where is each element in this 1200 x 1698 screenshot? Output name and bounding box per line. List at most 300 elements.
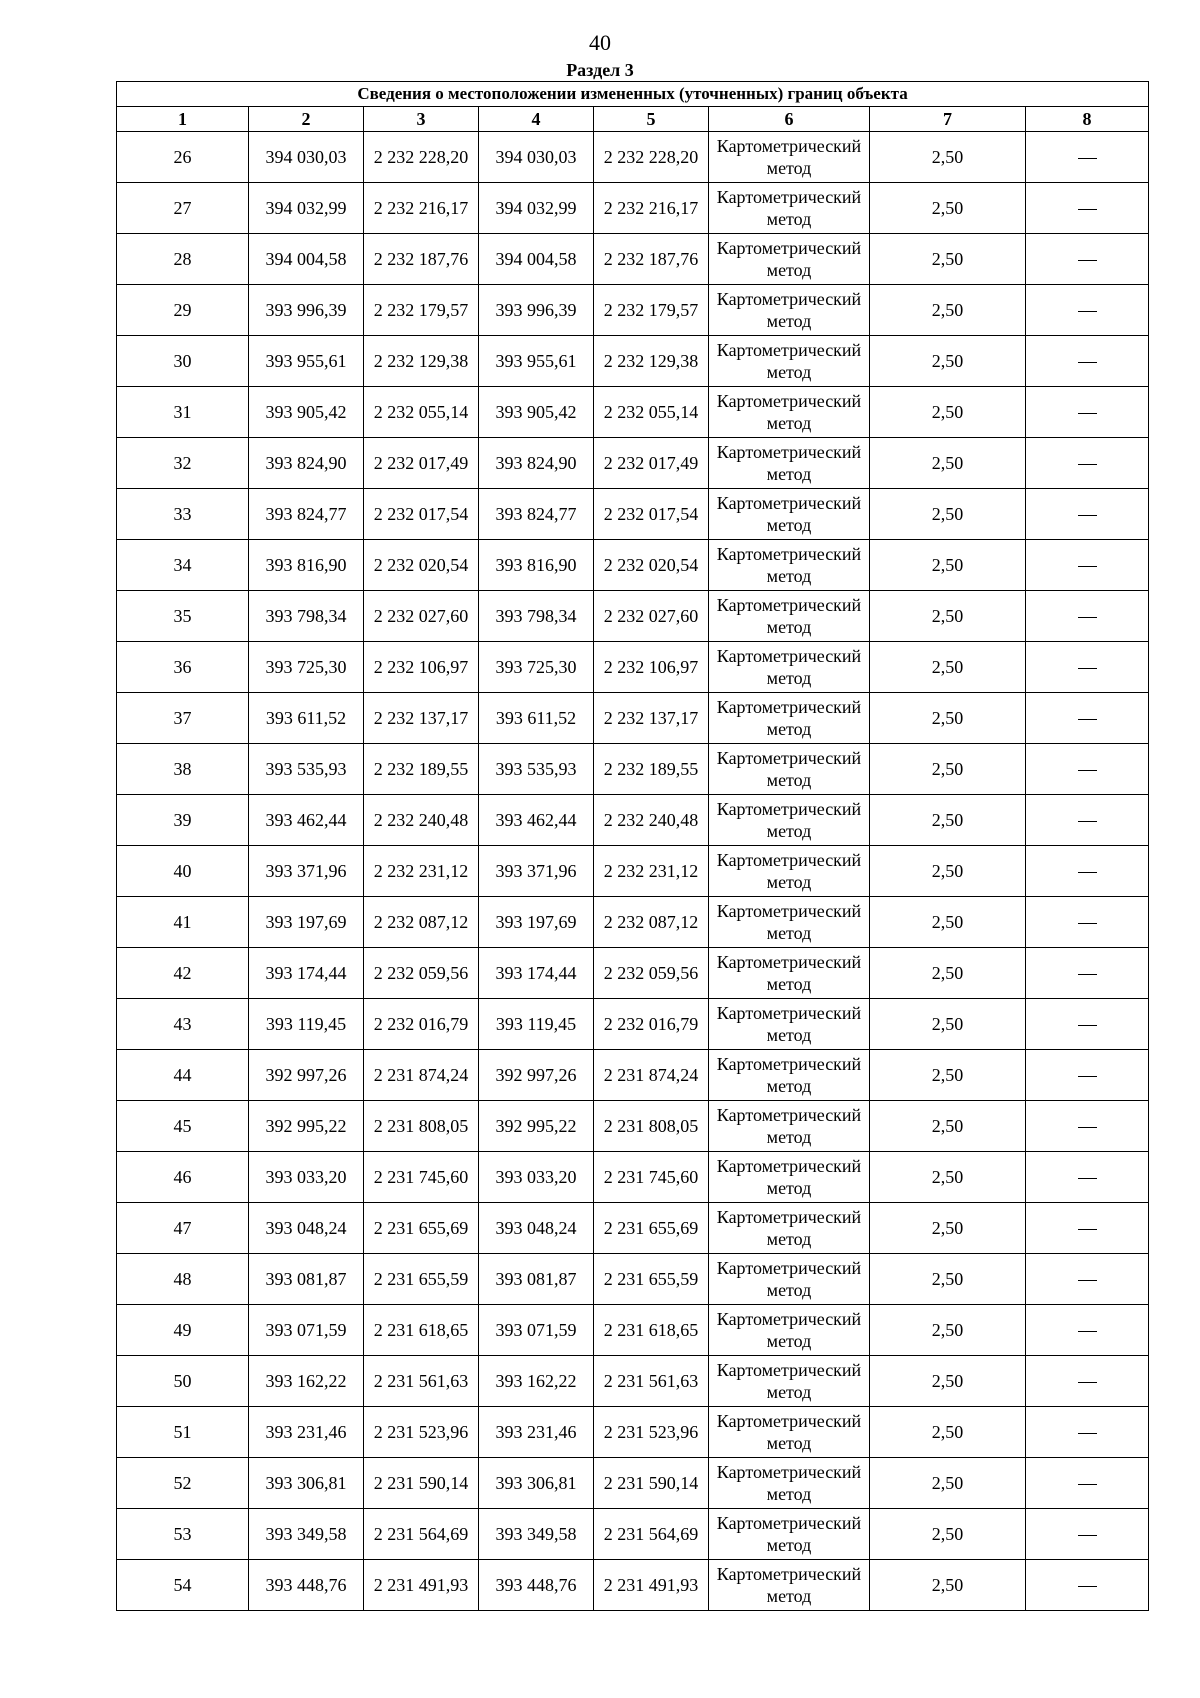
dash-mark	[1078, 566, 1097, 567]
y-refined-cell: 2 232 228,20	[594, 132, 709, 183]
dash-mark	[1078, 974, 1097, 975]
dash-mark	[1078, 923, 1097, 924]
y-existing-cell: 2 231 618,65	[364, 1305, 479, 1356]
x-existing-cell: 393 798,34	[249, 591, 364, 642]
point-number-cell: 48	[117, 1254, 249, 1305]
accuracy-cell: 2,50	[870, 1560, 1026, 1611]
x-existing-cell: 393 816,90	[249, 540, 364, 591]
y-existing-cell: 2 232 179,57	[364, 285, 479, 336]
point-number-cell: 37	[117, 693, 249, 744]
x-refined-cell: 392 995,22	[479, 1101, 594, 1152]
x-existing-cell: 393 725,30	[249, 642, 364, 693]
dash-mark	[1078, 1025, 1097, 1026]
dash-mark	[1078, 158, 1097, 159]
y-existing-cell: 2 232 027,60	[364, 591, 479, 642]
method-cell: Картометрический метод	[709, 744, 870, 795]
table-row	[117, 1254, 1149, 1305]
y-existing-cell: 2 232 137,17	[364, 693, 479, 744]
accuracy-cell: 2,50	[870, 489, 1026, 540]
y-existing-cell: 2 231 590,14	[364, 1458, 479, 1509]
y-refined-cell: 2 231 618,65	[594, 1305, 709, 1356]
table-row	[117, 1152, 1149, 1203]
y-refined-cell: 2 231 523,96	[594, 1407, 709, 1458]
dash-mark	[1078, 668, 1097, 669]
y-existing-cell: 2 232 129,38	[364, 336, 479, 387]
dash-mark	[1078, 1331, 1097, 1332]
table-row	[117, 132, 1149, 183]
dash-mark	[1078, 209, 1097, 210]
note-cell	[1026, 1203, 1149, 1254]
x-existing-cell: 393 119,45	[249, 999, 364, 1050]
y-refined-cell: 2 231 745,60	[594, 1152, 709, 1203]
y-existing-cell: 2 232 020,54	[364, 540, 479, 591]
method-cell: Картометрический метод	[709, 387, 870, 438]
method-cell: Картометрический метод	[709, 540, 870, 591]
point-number-cell: 50	[117, 1356, 249, 1407]
y-existing-cell: 2 231 523,96	[364, 1407, 479, 1458]
point-number-cell: 32	[117, 438, 249, 489]
note-cell	[1026, 1509, 1149, 1560]
y-existing-cell: 2 232 055,14	[364, 387, 479, 438]
column-header: 7	[870, 107, 1026, 132]
x-refined-cell: 393 462,44	[479, 795, 594, 846]
table-row	[117, 234, 1149, 285]
method-cell: Картометрический метод	[709, 1560, 870, 1611]
method-cell: Картометрический метод	[709, 1509, 870, 1560]
y-refined-cell: 2 231 655,59	[594, 1254, 709, 1305]
accuracy-cell: 2,50	[870, 846, 1026, 897]
note-cell	[1026, 1101, 1149, 1152]
dash-mark	[1078, 1484, 1097, 1485]
point-number-cell: 30	[117, 336, 249, 387]
note-cell	[1026, 999, 1149, 1050]
point-number-cell: 27	[117, 183, 249, 234]
dash-mark	[1078, 1229, 1097, 1230]
dash-mark	[1078, 362, 1097, 363]
note-cell	[1026, 1458, 1149, 1509]
point-number-cell: 47	[117, 1203, 249, 1254]
note-cell	[1026, 489, 1149, 540]
dash-mark	[1078, 872, 1097, 873]
table-row	[117, 948, 1149, 999]
note-cell	[1026, 744, 1149, 795]
x-refined-cell: 393 033,20	[479, 1152, 594, 1203]
dash-mark	[1078, 617, 1097, 618]
y-existing-cell: 2 231 874,24	[364, 1050, 479, 1101]
table-row	[117, 1203, 1149, 1254]
method-cell: Картометрический метод	[709, 1254, 870, 1305]
x-refined-cell: 394 030,03	[479, 132, 594, 183]
y-existing-cell: 2 232 189,55	[364, 744, 479, 795]
x-existing-cell: 394 030,03	[249, 132, 364, 183]
y-existing-cell: 2 232 087,12	[364, 897, 479, 948]
dash-mark	[1078, 311, 1097, 312]
accuracy-cell: 2,50	[870, 897, 1026, 948]
note-cell	[1026, 693, 1149, 744]
x-existing-cell: 393 174,44	[249, 948, 364, 999]
point-number-cell: 35	[117, 591, 249, 642]
point-number-cell: 36	[117, 642, 249, 693]
accuracy-cell: 2,50	[870, 1356, 1026, 1407]
x-existing-cell: 393 048,24	[249, 1203, 364, 1254]
table-row	[117, 1050, 1149, 1101]
x-refined-cell: 393 798,34	[479, 591, 594, 642]
method-cell: Картометрический метод	[709, 1458, 870, 1509]
point-number-cell: 38	[117, 744, 249, 795]
y-refined-cell: 2 231 564,69	[594, 1509, 709, 1560]
y-existing-cell: 2 232 017,54	[364, 489, 479, 540]
table-row	[117, 489, 1149, 540]
accuracy-cell: 2,50	[870, 1407, 1026, 1458]
accuracy-cell: 2,50	[870, 387, 1026, 438]
dash-mark	[1078, 260, 1097, 261]
y-existing-cell: 2 232 228,20	[364, 132, 479, 183]
x-existing-cell: 392 997,26	[249, 1050, 364, 1101]
point-number-cell: 31	[117, 387, 249, 438]
dash-mark	[1078, 770, 1097, 771]
y-refined-cell: 2 232 187,76	[594, 234, 709, 285]
method-cell: Картометрический метод	[709, 183, 870, 234]
table-row	[117, 1305, 1149, 1356]
table-row	[117, 999, 1149, 1050]
y-existing-cell: 2 231 745,60	[364, 1152, 479, 1203]
point-number-cell: 46	[117, 1152, 249, 1203]
method-cell: Картометрический метод	[709, 897, 870, 948]
x-existing-cell: 393 231,46	[249, 1407, 364, 1458]
y-existing-cell: 2 232 216,17	[364, 183, 479, 234]
table-row	[117, 795, 1149, 846]
y-existing-cell: 2 232 017,49	[364, 438, 479, 489]
column-header: 6	[709, 107, 870, 132]
y-refined-cell: 2 232 016,79	[594, 999, 709, 1050]
x-refined-cell: 393 535,93	[479, 744, 594, 795]
table-row	[117, 183, 1149, 234]
x-existing-cell: 393 611,52	[249, 693, 364, 744]
point-number-cell: 49	[117, 1305, 249, 1356]
table-row	[117, 642, 1149, 693]
x-refined-cell: 393 081,87	[479, 1254, 594, 1305]
point-number-cell: 54	[117, 1560, 249, 1611]
x-refined-cell: 393 371,96	[479, 846, 594, 897]
table-row	[117, 897, 1149, 948]
y-existing-cell: 2 232 231,12	[364, 846, 479, 897]
y-refined-cell: 2 232 055,14	[594, 387, 709, 438]
y-refined-cell: 2 232 087,12	[594, 897, 709, 948]
accuracy-cell: 2,50	[870, 591, 1026, 642]
note-cell	[1026, 438, 1149, 489]
note-cell	[1026, 387, 1149, 438]
table-row	[117, 1101, 1149, 1152]
y-refined-cell: 2 231 808,05	[594, 1101, 709, 1152]
note-cell	[1026, 183, 1149, 234]
point-number-cell: 26	[117, 132, 249, 183]
point-number-cell: 51	[117, 1407, 249, 1458]
note-cell	[1026, 1254, 1149, 1305]
x-refined-cell: 394 004,58	[479, 234, 594, 285]
point-number-cell: 29	[117, 285, 249, 336]
table-row	[117, 693, 1149, 744]
note-cell	[1026, 540, 1149, 591]
accuracy-cell: 2,50	[870, 795, 1026, 846]
y-existing-cell: 2 231 655,69	[364, 1203, 479, 1254]
x-refined-cell: 393 996,39	[479, 285, 594, 336]
note-cell	[1026, 591, 1149, 642]
y-refined-cell: 2 232 137,17	[594, 693, 709, 744]
x-refined-cell: 393 162,22	[479, 1356, 594, 1407]
method-cell: Картометрический метод	[709, 1407, 870, 1458]
method-cell: Картометрический метод	[709, 999, 870, 1050]
x-existing-cell: 393 349,58	[249, 1509, 364, 1560]
x-existing-cell: 392 995,22	[249, 1101, 364, 1152]
method-cell: Картометрический метод	[709, 132, 870, 183]
accuracy-cell: 2,50	[870, 132, 1026, 183]
note-cell	[1026, 846, 1149, 897]
dash-mark	[1078, 413, 1097, 414]
point-number-cell: 33	[117, 489, 249, 540]
y-existing-cell: 2 232 240,48	[364, 795, 479, 846]
point-number-cell: 45	[117, 1101, 249, 1152]
note-cell	[1026, 336, 1149, 387]
x-refined-cell: 393 349,58	[479, 1509, 594, 1560]
x-refined-cell: 393 197,69	[479, 897, 594, 948]
y-refined-cell: 2 231 590,14	[594, 1458, 709, 1509]
method-cell: Картометрический метод	[709, 1152, 870, 1203]
method-cell: Картометрический метод	[709, 1203, 870, 1254]
accuracy-cell: 2,50	[870, 1050, 1026, 1101]
y-refined-cell: 2 232 189,55	[594, 744, 709, 795]
y-refined-cell: 2 232 240,48	[594, 795, 709, 846]
note-cell	[1026, 285, 1149, 336]
accuracy-cell: 2,50	[870, 1509, 1026, 1560]
accuracy-cell: 2,50	[870, 336, 1026, 387]
x-refined-cell: 393 816,90	[479, 540, 594, 591]
dash-mark	[1078, 1076, 1097, 1077]
x-refined-cell: 393 824,77	[479, 489, 594, 540]
method-cell: Картометрический метод	[709, 693, 870, 744]
x-refined-cell: 393 231,46	[479, 1407, 594, 1458]
point-number-cell: 42	[117, 948, 249, 999]
column-header: 8	[1026, 107, 1149, 132]
method-cell: Картометрический метод	[709, 1305, 870, 1356]
y-refined-cell: 2 231 874,24	[594, 1050, 709, 1101]
column-header: 4	[479, 107, 594, 132]
y-refined-cell: 2 232 231,12	[594, 846, 709, 897]
y-existing-cell: 2 232 059,56	[364, 948, 479, 999]
y-refined-cell: 2 232 106,97	[594, 642, 709, 693]
point-number-cell: 39	[117, 795, 249, 846]
x-existing-cell: 393 905,42	[249, 387, 364, 438]
x-existing-cell: 393 996,39	[249, 285, 364, 336]
accuracy-cell: 2,50	[870, 1305, 1026, 1356]
x-refined-cell: 393 955,61	[479, 336, 594, 387]
x-existing-cell: 393 462,44	[249, 795, 364, 846]
note-cell	[1026, 132, 1149, 183]
x-refined-cell: 393 048,24	[479, 1203, 594, 1254]
accuracy-cell: 2,50	[870, 1203, 1026, 1254]
note-cell	[1026, 1050, 1149, 1101]
dash-mark	[1078, 1280, 1097, 1281]
method-cell: Картометрический метод	[709, 846, 870, 897]
note-cell	[1026, 1407, 1149, 1458]
x-refined-cell: 393 174,44	[479, 948, 594, 999]
x-existing-cell: 393 081,87	[249, 1254, 364, 1305]
y-existing-cell: 2 231 655,59	[364, 1254, 479, 1305]
x-refined-cell: 394 032,99	[479, 183, 594, 234]
dash-mark	[1078, 1433, 1097, 1434]
x-existing-cell: 393 071,59	[249, 1305, 364, 1356]
accuracy-cell: 2,50	[870, 285, 1026, 336]
method-cell: Картометрический метод	[709, 591, 870, 642]
accuracy-cell: 2,50	[870, 744, 1026, 795]
note-cell	[1026, 1152, 1149, 1203]
method-cell: Картометрический метод	[709, 1050, 870, 1101]
x-existing-cell: 393 824,77	[249, 489, 364, 540]
x-refined-cell: 392 997,26	[479, 1050, 594, 1101]
note-cell	[1026, 795, 1149, 846]
x-existing-cell: 393 306,81	[249, 1458, 364, 1509]
dash-mark	[1078, 1127, 1097, 1128]
table-row	[117, 1356, 1149, 1407]
y-refined-cell: 2 231 561,63	[594, 1356, 709, 1407]
point-number-cell: 53	[117, 1509, 249, 1560]
dash-mark	[1078, 464, 1097, 465]
x-existing-cell: 393 448,76	[249, 1560, 364, 1611]
y-refined-cell: 2 232 017,54	[594, 489, 709, 540]
x-refined-cell: 393 071,59	[479, 1305, 594, 1356]
note-cell	[1026, 948, 1149, 999]
table-row	[117, 285, 1149, 336]
accuracy-cell: 2,50	[870, 693, 1026, 744]
table-caption: Сведения о местоположении измененных (уточненных) границ объекта	[117, 82, 1149, 107]
y-refined-cell: 2 232 027,60	[594, 591, 709, 642]
dash-mark	[1078, 1382, 1097, 1383]
x-existing-cell: 393 824,90	[249, 438, 364, 489]
dash-mark	[1078, 1586, 1097, 1587]
accuracy-cell: 2,50	[870, 1254, 1026, 1305]
x-refined-cell: 393 611,52	[479, 693, 594, 744]
method-cell: Картометрический метод	[709, 489, 870, 540]
table-row	[117, 744, 1149, 795]
y-existing-cell: 2 231 564,69	[364, 1509, 479, 1560]
table-row	[117, 438, 1149, 489]
method-cell: Картометрический метод	[709, 795, 870, 846]
section-title: Раздел 3	[566, 60, 634, 80]
x-refined-cell: 393 824,90	[479, 438, 594, 489]
y-refined-cell: 2 231 655,69	[594, 1203, 709, 1254]
dash-mark	[1078, 1535, 1097, 1536]
accuracy-cell: 2,50	[870, 1152, 1026, 1203]
accuracy-cell: 2,50	[870, 1458, 1026, 1509]
note-cell	[1026, 1560, 1149, 1611]
boundary-table	[116, 81, 1149, 1611]
y-refined-cell: 2 232 020,54	[594, 540, 709, 591]
column-header: 5	[594, 107, 709, 132]
accuracy-cell: 2,50	[870, 234, 1026, 285]
table-body	[117, 132, 1149, 1611]
y-existing-cell: 2 232 187,76	[364, 234, 479, 285]
method-cell: Картометрический метод	[709, 234, 870, 285]
table-row	[117, 591, 1149, 642]
y-existing-cell: 2 232 106,97	[364, 642, 479, 693]
y-refined-cell: 2 232 017,49	[594, 438, 709, 489]
accuracy-cell: 2,50	[870, 438, 1026, 489]
point-number-cell: 28	[117, 234, 249, 285]
method-cell: Картометрический метод	[709, 285, 870, 336]
x-refined-cell: 393 119,45	[479, 999, 594, 1050]
accuracy-cell: 2,50	[870, 999, 1026, 1050]
x-refined-cell: 393 725,30	[479, 642, 594, 693]
method-cell: Картометрический метод	[709, 1356, 870, 1407]
y-refined-cell: 2 232 179,57	[594, 285, 709, 336]
note-cell	[1026, 897, 1149, 948]
x-refined-cell: 393 306,81	[479, 1458, 594, 1509]
y-existing-cell: 2 232 016,79	[364, 999, 479, 1050]
dash-mark	[1078, 821, 1097, 822]
method-cell: Картометрический метод	[709, 642, 870, 693]
x-refined-cell: 393 905,42	[479, 387, 594, 438]
x-existing-cell: 394 004,58	[249, 234, 364, 285]
dash-mark	[1078, 1178, 1097, 1179]
accuracy-cell: 2,50	[870, 183, 1026, 234]
point-number-cell: 41	[117, 897, 249, 948]
accuracy-cell: 2,50	[870, 948, 1026, 999]
x-existing-cell: 393 535,93	[249, 744, 364, 795]
table-row	[117, 846, 1149, 897]
note-cell	[1026, 1356, 1149, 1407]
note-cell	[1026, 642, 1149, 693]
column-header: 1	[117, 107, 249, 132]
point-number-cell: 44	[117, 1050, 249, 1101]
x-existing-cell: 393 162,22	[249, 1356, 364, 1407]
dash-mark	[1078, 515, 1097, 516]
note-cell	[1026, 234, 1149, 285]
point-number-cell: 52	[117, 1458, 249, 1509]
column-header: 3	[364, 107, 479, 132]
accuracy-cell: 2,50	[870, 642, 1026, 693]
point-number-cell: 40	[117, 846, 249, 897]
y-refined-cell: 2 232 129,38	[594, 336, 709, 387]
point-number-cell: 34	[117, 540, 249, 591]
x-existing-cell: 393 371,96	[249, 846, 364, 897]
note-cell	[1026, 1305, 1149, 1356]
table-row	[117, 336, 1149, 387]
page-number: 40	[589, 30, 611, 55]
column-header: 2	[249, 107, 364, 132]
method-cell: Картометрический метод	[709, 1101, 870, 1152]
dash-mark	[1078, 719, 1097, 720]
table-row	[117, 1407, 1149, 1458]
x-existing-cell: 394 032,99	[249, 183, 364, 234]
table-row	[117, 540, 1149, 591]
method-cell: Картометрический метод	[709, 438, 870, 489]
x-existing-cell: 393 033,20	[249, 1152, 364, 1203]
table-row	[117, 1458, 1149, 1509]
y-existing-cell: 2 231 808,05	[364, 1101, 479, 1152]
x-existing-cell: 393 197,69	[249, 897, 364, 948]
table-row	[117, 1560, 1149, 1611]
y-existing-cell: 2 231 561,63	[364, 1356, 479, 1407]
table-row	[117, 387, 1149, 438]
y-refined-cell: 2 231 491,93	[594, 1560, 709, 1611]
accuracy-cell: 2,50	[870, 1101, 1026, 1152]
y-existing-cell: 2 231 491,93	[364, 1560, 479, 1611]
method-cell: Картометрический метод	[709, 948, 870, 999]
x-refined-cell: 393 448,76	[479, 1560, 594, 1611]
point-number-cell: 43	[117, 999, 249, 1050]
x-existing-cell: 393 955,61	[249, 336, 364, 387]
method-cell: Картометрический метод	[709, 336, 870, 387]
y-refined-cell: 2 232 216,17	[594, 183, 709, 234]
